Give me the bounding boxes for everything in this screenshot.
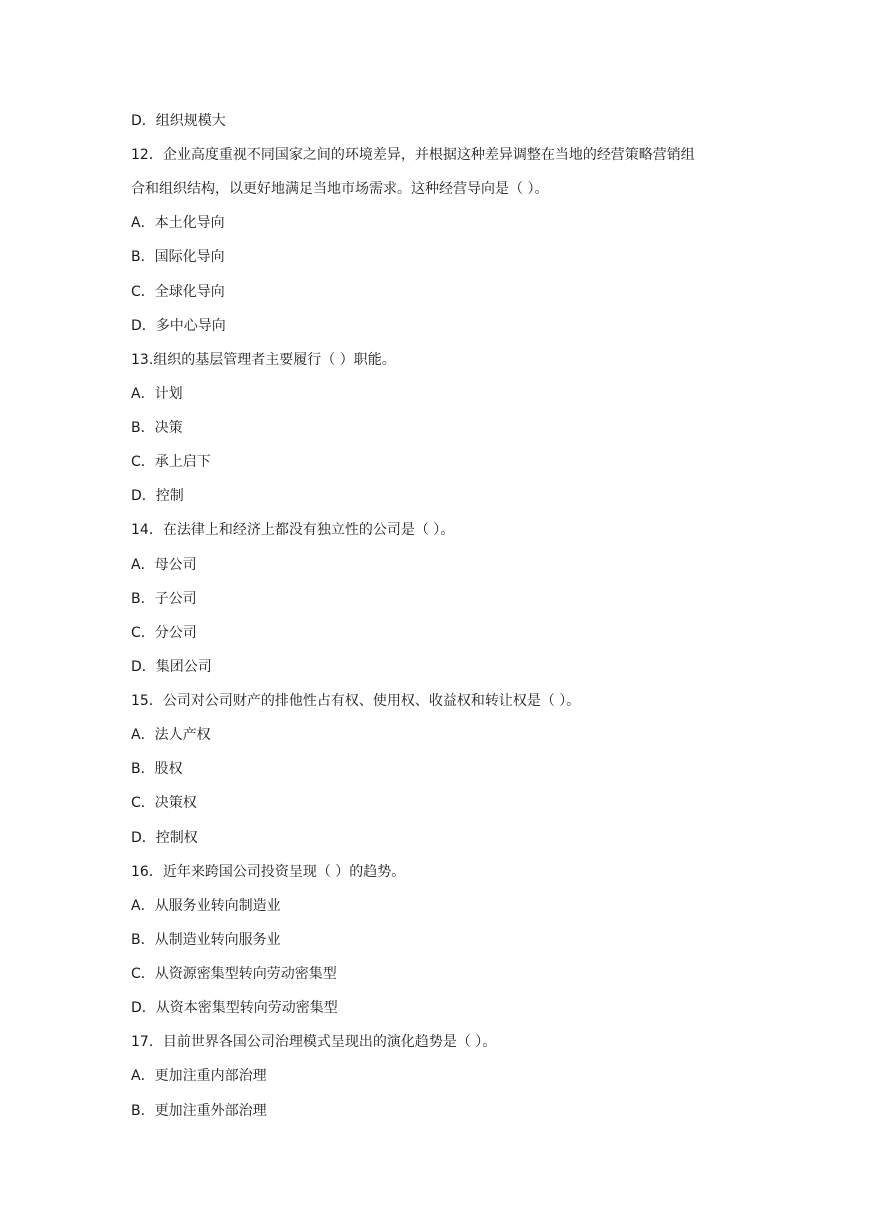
option-d-q13: D．控制 bbox=[131, 488, 184, 504]
option-c-q14: C．分公司 bbox=[131, 625, 197, 641]
option-b-q13: B．决策 bbox=[131, 420, 183, 436]
option-c-q16: C．从资源密集型转向劳动密集型 bbox=[131, 966, 337, 982]
option-b-q12: B．国际化导向 bbox=[131, 249, 225, 265]
option-d-q12: D．多中心导向 bbox=[131, 318, 226, 334]
question-16: 16．近年来跨国公司投资呈现（ ）的趋势。 bbox=[131, 864, 406, 880]
option-b-q14: B．子公司 bbox=[131, 591, 197, 607]
option-a-q15: A．法人产权 bbox=[131, 727, 211, 743]
option-a-q16: A．从服务业转向制造业 bbox=[131, 898, 281, 914]
question-13: 13.组织的基层管理者主要履行（ ）职能。 bbox=[131, 352, 396, 368]
option-c-q13: C．承上启下 bbox=[131, 454, 211, 470]
option-b-q15: B．股权 bbox=[131, 761, 183, 777]
option-a-q13: A．计划 bbox=[131, 386, 183, 402]
question-12-line-1: 12．企业高度重视不同国家之间的环境差异，并根据这种差异调整在当地的经营策略营销组 bbox=[131, 147, 695, 163]
option-c-q12: C．全球化导向 bbox=[131, 284, 225, 300]
question-12-line-2: 合和组织结构，以更好地满足当地市场需求。这种经营导向是（ ）。 bbox=[131, 181, 549, 197]
option-b-q17: B．更加注重外部治理 bbox=[131, 1103, 267, 1119]
option-b-q16: B．从制造业转向服务业 bbox=[131, 932, 281, 948]
option-a-q17: A．更加注重内部治理 bbox=[131, 1068, 267, 1084]
option-a-q14: A．母公司 bbox=[131, 557, 197, 573]
option-d-q16: D．从资本密集型转向劳动密集型 bbox=[131, 1000, 338, 1016]
option-d-q11: D．组织规模大 bbox=[131, 113, 226, 129]
question-14: 14．在法律上和经济上都没有独立性的公司是（ ）。 bbox=[131, 522, 455, 538]
option-c-q15: C．决策权 bbox=[131, 795, 197, 811]
option-d-q14: D．集团公司 bbox=[131, 659, 212, 675]
question-17: 17．目前世界各国公司治理模式呈现出的演化趋势是（ ）。 bbox=[131, 1034, 497, 1050]
option-a-q12: A．本土化导向 bbox=[131, 215, 225, 231]
option-d-q15: D．控制权 bbox=[131, 830, 198, 846]
question-15: 15．公司对公司财产的排他性占有权、使用权、收益权和转让权是（ ）。 bbox=[131, 693, 581, 709]
